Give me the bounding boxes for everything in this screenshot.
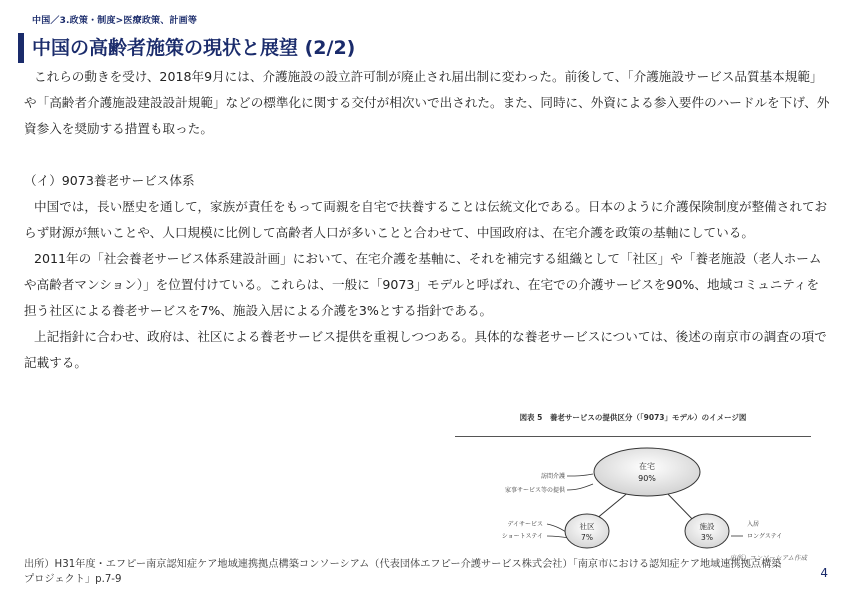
- housework-label: 家事サービス等の提供: [504, 487, 565, 494]
- title-accent-bar: [18, 33, 24, 63]
- breadcrumb: 中国／3.政策・制度>医療政策、計画等: [32, 16, 198, 26]
- home-care-circle: [594, 448, 700, 496]
- arrow-visit-care: [567, 474, 593, 476]
- spacer: [24, 142, 830, 168]
- model-diagram: [455, 438, 811, 562]
- figure-rule: [455, 436, 811, 437]
- figure-caption: 図表 5 養老サービスの提供区分（「9073」モデル）のイメージ図: [519, 413, 747, 422]
- body-text: [24, 64, 830, 376]
- community-label: 社区: [579, 522, 595, 531]
- facility-pct: 3%: [701, 533, 713, 542]
- short-stay-label: ショートステイ: [501, 533, 543, 540]
- home-label: 在宅: [639, 462, 655, 471]
- page-title: 中国の高齢者施策の現状と展望 (2/2): [32, 37, 356, 59]
- paragraph-2: 中国では，長い歴史を通して，家族が責任をもって両親を自宅で扶養することは伝統文化である。日本のように介護保険制度が整備されておらず財源が無いことや、人口規模に比例して高齢者人口が多いことと合わせて、中国政府は、在宅介護を政策の基軸にしている。: [24, 199, 828, 240]
- section-heading: （イ）9073養老サービス体系: [24, 173, 195, 188]
- source-note: 出所）H31年度・エフピー南京認知症ケア地域連携拠点構築コンソーシアム（代表団体エフピー介護サービス株式会社）「南京市における認知症ケア地域連携拠点構築プロジェクト」p.7-9: [24, 559, 782, 585]
- arrow-housework: [567, 484, 593, 490]
- paragraph-4: 上記指針に合わせ、政府は、社区による養老サービス提供を重視しつつある。具体的な養老サービスについては、後述の南京市の調査の項で記載する。: [24, 329, 827, 370]
- long-stay-label: ロングステイ: [747, 533, 783, 540]
- paragraph-3: 2011年の「社会養老サービス体系建設計画」において、在宅介護を基軸に、それを補完する組織として「社区」や「養老施設（老人ホームや高齢者マンション）」を位置付けている。これらは、一般に「9073」モデルと呼ばれ、在宅での介護サービスを90%、地域コミュニティを担う社区による養老サービスを7%、施設入居による介護を3%とする指針である。: [24, 251, 822, 318]
- community-circle: [565, 514, 609, 548]
- paragraph-1: これらの動きを受け、2018年9月には、介護施設の設立許可制が廃止され届出制に変わった。前後して、「介護施設サービス品質基本規範」や「高齢者介護施設建設設計規範」などの標準化に関する交付が相次いで出された。また、同時に、外資による参入要件のハードルを下げ、外資参入を奨励する措置も取った。: [24, 69, 830, 136]
- model-figure: [455, 410, 811, 562]
- community-pct: 7%: [581, 533, 593, 542]
- page-number: 4: [820, 566, 828, 580]
- visit-care-label: 訪問介護: [540, 473, 565, 480]
- facility-circle: [685, 514, 729, 548]
- admission-label: 入居: [747, 521, 760, 528]
- day-service-label: デイサービス: [507, 521, 543, 528]
- home-pct: 90%: [638, 474, 656, 483]
- figure-credit: 出所）コンソーシアム作成: [729, 554, 807, 562]
- facility-label: 施設: [699, 522, 715, 531]
